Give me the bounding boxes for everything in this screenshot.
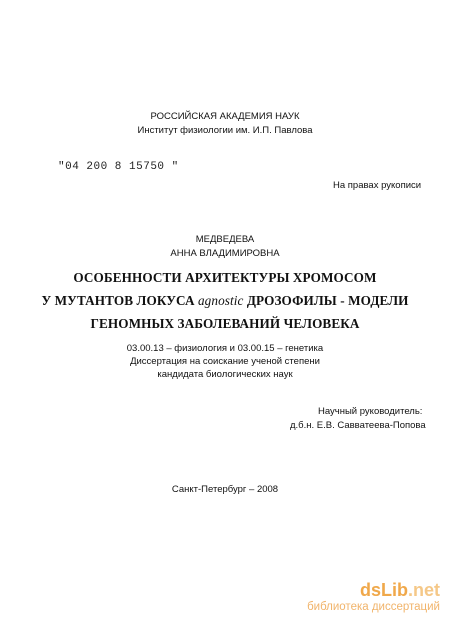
brand-part-2: .net [407,580,440,600]
brand-part-1: dsLib [359,580,408,600]
dissertation-type: Диссертация на соискание ученой степени [130,356,320,367]
degree-sought: кандидата биологических наук [157,369,293,380]
place-and-year: Санкт-Петербург – 2008 [171,484,279,495]
author-given-names: АННА ВЛАДИМИРОВНА [170,248,280,259]
manuscript-rights: На правах рукописи [333,180,422,191]
institute-name: Институт физиологии им. И.П. Павлова [137,125,313,136]
supervisor-name: д.б.н. Е.В. Савватеева-Попова [290,420,426,431]
academy-name: РОССИЙСКАЯ АКАДЕМИЯ НАУК [150,111,300,122]
author-surname: МЕДВЕДЕВА [195,234,255,245]
thesis-title-line-2 [0,293,450,309]
dslib-brand [360,580,440,601]
title-line-2-start: У МУТАНТОВ ЛОКУСА [41,293,198,308]
title-gene-name: agnostic [197,293,244,308]
specialty-codes: 03.00.13 – физиология и 03.00.15 – генетика [126,343,324,354]
dslib-watermark-logo[interactable] [307,580,446,616]
library-stamp: "04 200 8 15750 " [58,161,179,173]
supervisor-label: Научный руководитель: [318,406,423,417]
dslib-subtitle: библиотека диссертаций [307,601,440,613]
thesis-title-line-3: ГЕНОМНЫХ ЗАБОЛЕВАНИЙ ЧЕЛОВЕКА [90,316,360,331]
title-line-2-end: ДРОЗОФИЛЫ - МОДЕЛИ [243,293,409,308]
thesis-title-line-1: ОСОБЕННОСТИ АРХИТЕКТУРЫ ХРОМОСОМ [73,270,377,285]
